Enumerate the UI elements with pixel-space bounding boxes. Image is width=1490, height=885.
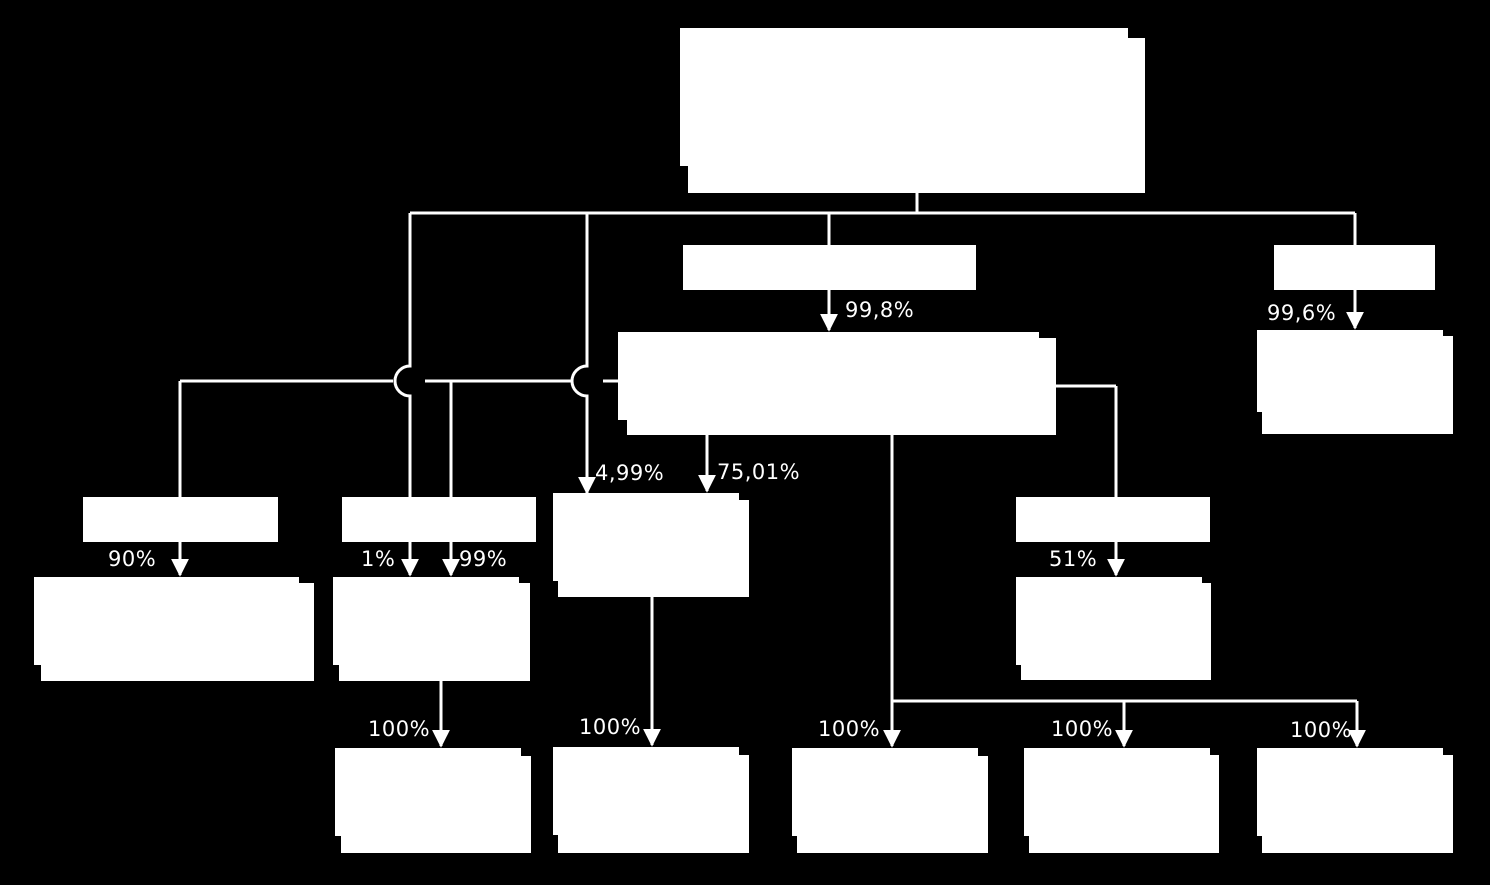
entity-bar-left-a: [83, 497, 278, 542]
pct-label: 100%: [818, 717, 881, 741]
entity-intermediate-mid: [683, 245, 976, 290]
pct-label: 99,6%: [1267, 301, 1337, 325]
pct-label: 90%: [108, 547, 157, 571]
entity-bar-right: [1016, 497, 1210, 542]
pct-label: 4,99%: [595, 461, 665, 485]
pct-label: 100%: [1290, 718, 1353, 742]
pct-label: 51%: [1049, 547, 1098, 571]
entity-bottom-2: [553, 747, 749, 853]
pct-label: 100%: [579, 715, 642, 739]
entity-bottom-5: [1257, 748, 1453, 853]
entity-bottom-3: [792, 748, 988, 853]
entity-bottom-1: [335, 748, 531, 853]
entity-left-a: [34, 577, 314, 681]
pct-label: 75,01%: [717, 460, 801, 484]
pct-label: 100%: [368, 717, 431, 741]
entity-main-subsidiary: [618, 332, 1056, 435]
entity-right-sub: [1016, 577, 1211, 680]
entity-right-subsidiary: [1257, 330, 1453, 434]
entity-top-holding: [680, 28, 1145, 193]
entity-bottom-4: [1024, 748, 1219, 853]
pct-label: 99,8%: [845, 298, 915, 322]
pct-label: 99%: [459, 547, 508, 571]
entity-left-b: [333, 577, 530, 681]
entity-mid-box: [553, 493, 749, 597]
entity-boxes: [34, 28, 1453, 853]
pct-label: 1%: [361, 547, 396, 571]
entity-bar-left-b: [342, 497, 536, 542]
pct-label: 100%: [1051, 717, 1114, 741]
entity-intermediate-right: [1274, 245, 1435, 290]
